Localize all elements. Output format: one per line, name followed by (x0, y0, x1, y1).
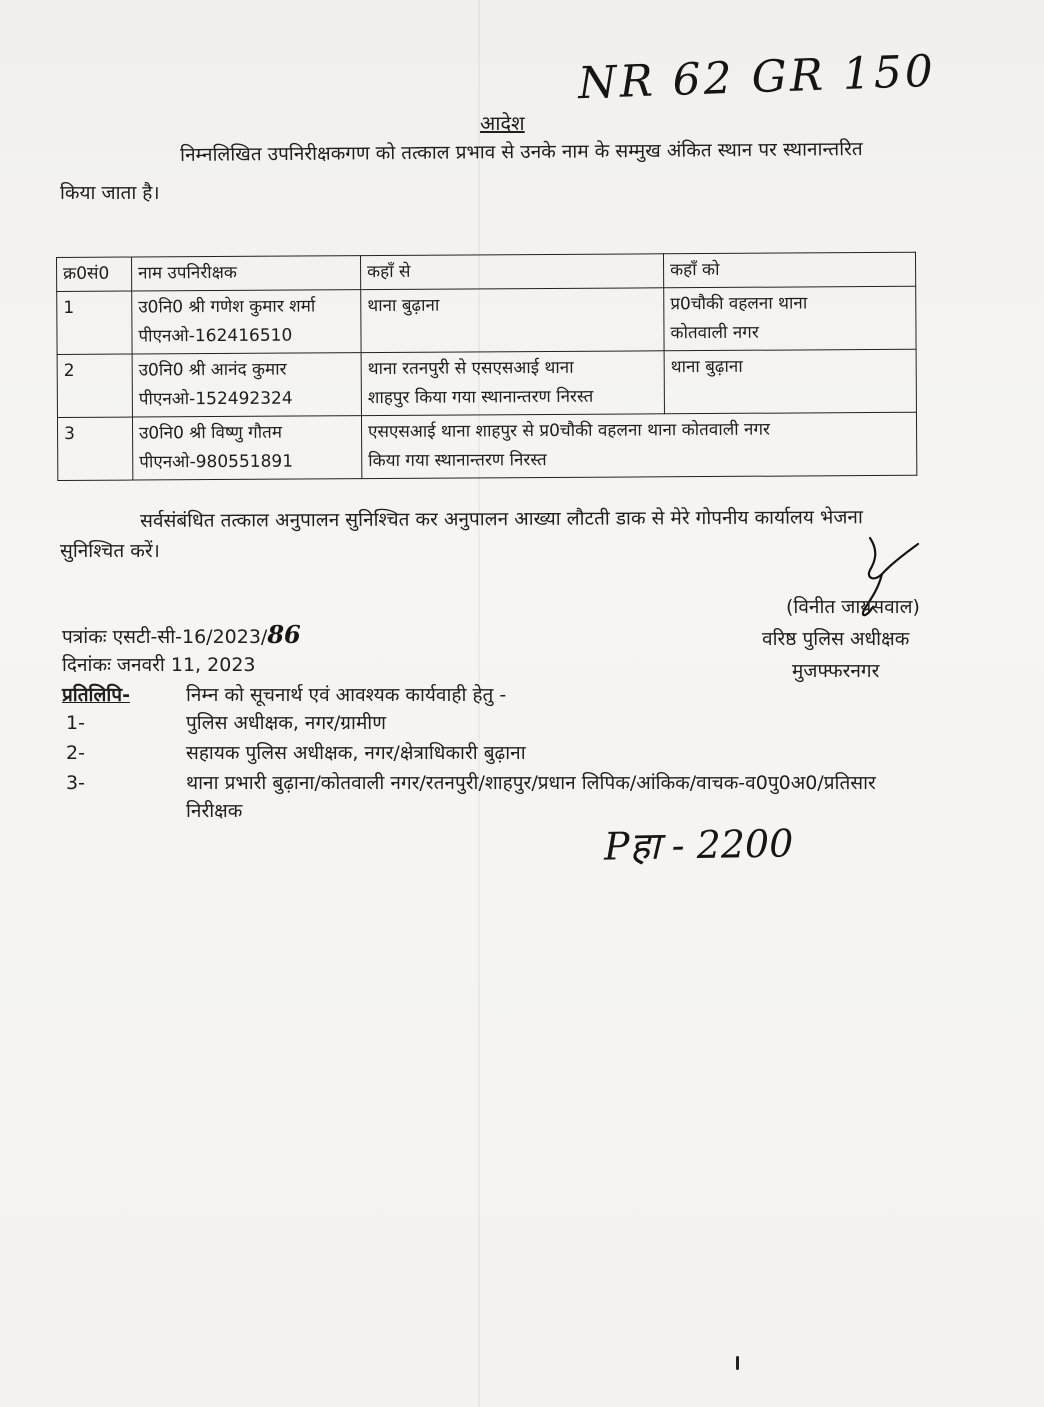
handwritten-bottom-note: Pहा - 2200 (603, 821, 794, 869)
copy-item-2: सहायक पुलिस अधीक्षक, नगर/क्षेत्राधिकारी बुढ़ाना (186, 742, 526, 764)
header-sn: क्र0सं0 (57, 257, 132, 291)
copy-label: प्रतिलिपि- (62, 684, 130, 706)
row-from-to-merged: एसएसआई थाना शाहपुर से प्र0चौकी वहलना थाना कोतवाली नगर किया गया स्थानान्तरण निरस्त (361, 412, 916, 478)
header-name: नाम उपनिरीक्षक (132, 256, 361, 291)
row-sn: 2 (57, 354, 132, 417)
copy-item-2-no: 2- (66, 742, 85, 764)
intro-line-1: निम्नलिखित उपनिरीक्षकगण को तत्काल प्रभाव से उनके नाम के सम्मुख अंकित स्थान पर स्थानान्तरित (180, 138, 863, 166)
signatory-name: (विनीत जायसवाल) (786, 596, 920, 618)
row-from: थाना रतनपुरी से एसएसआई थाना शाहपुर किया गया स्थानान्तरण निरस्त (361, 351, 664, 416)
copy-item-3: थाना प्रभारी बुढ़ाना/कोतवाली नगर/रतनपुरी/शाहपुर/प्रधान लिपिक/आंकिक/वाचक-व0पु0अ0/प्रतिसार (186, 772, 876, 794)
compliance-line-2: सुनिश्चित करें। (60, 540, 160, 562)
order-title: आदेश (480, 111, 525, 135)
speck (736, 1356, 739, 1370)
row-name: उ0नि0 श्री गणेश कुमार शर्मा पीएनओ-162416510 (132, 290, 361, 354)
copy-item-1-no: 1- (66, 712, 85, 734)
handwritten-ref: NR 62 GR 150 (577, 45, 937, 110)
copy-item-1: पुलिस अधीक्षक, नगर/ग्रामीण (186, 712, 386, 734)
letter-ref: पत्रांकः एसटी-सी-16/2023/86 (62, 620, 301, 649)
row-name: उ0नि0 श्री आनंद कुमार पीएनओ-152492324 (132, 353, 361, 417)
intro-line-2: किया जाता है। (60, 182, 160, 204)
handwritten-letter-no: 86 (267, 620, 301, 649)
row-from: थाना बुढ़ाना (361, 288, 664, 353)
copy-item-3-no: 3- (66, 772, 85, 794)
row-sn: 3 (57, 417, 132, 480)
transfer-table (56, 252, 917, 481)
table-row (57, 286, 916, 354)
copy-item-3-cont: निरीक्षक (186, 800, 243, 822)
signatory-designation: वरिष्ठ पुलिस अधीक्षक (762, 628, 910, 650)
row-sn: 1 (57, 291, 132, 354)
row-name: उ0नि0 श्री विष्णु गौतम पीएनओ-980551891 (132, 416, 361, 480)
letter-date: दिनांकः जनवरी 11, 2023 (62, 654, 256, 676)
compliance-line-1: सर्वसंबंधित तत्काल अनुपालन सुनिश्चित कर अनुपालन आख्या लौटती डाक से मेरे गोपनीय कार्यालय भेजना (140, 506, 863, 532)
table-header-row (57, 252, 916, 291)
copy-intro: निम्न को सूचनार्थ एवं आवश्यक कार्यवाही हेतु - (186, 684, 507, 706)
signatory-place: मुजफ्फरनगर (792, 660, 880, 682)
header-from: कहाँ से (360, 254, 663, 290)
header-to: कहाँ को (663, 252, 915, 288)
row-to: प्र0चौकी वहलना थाना कोतवाली नगर (664, 286, 916, 351)
table-row (57, 412, 916, 480)
table-row (57, 349, 916, 417)
row-to: थाना बुढ़ाना (664, 349, 916, 414)
